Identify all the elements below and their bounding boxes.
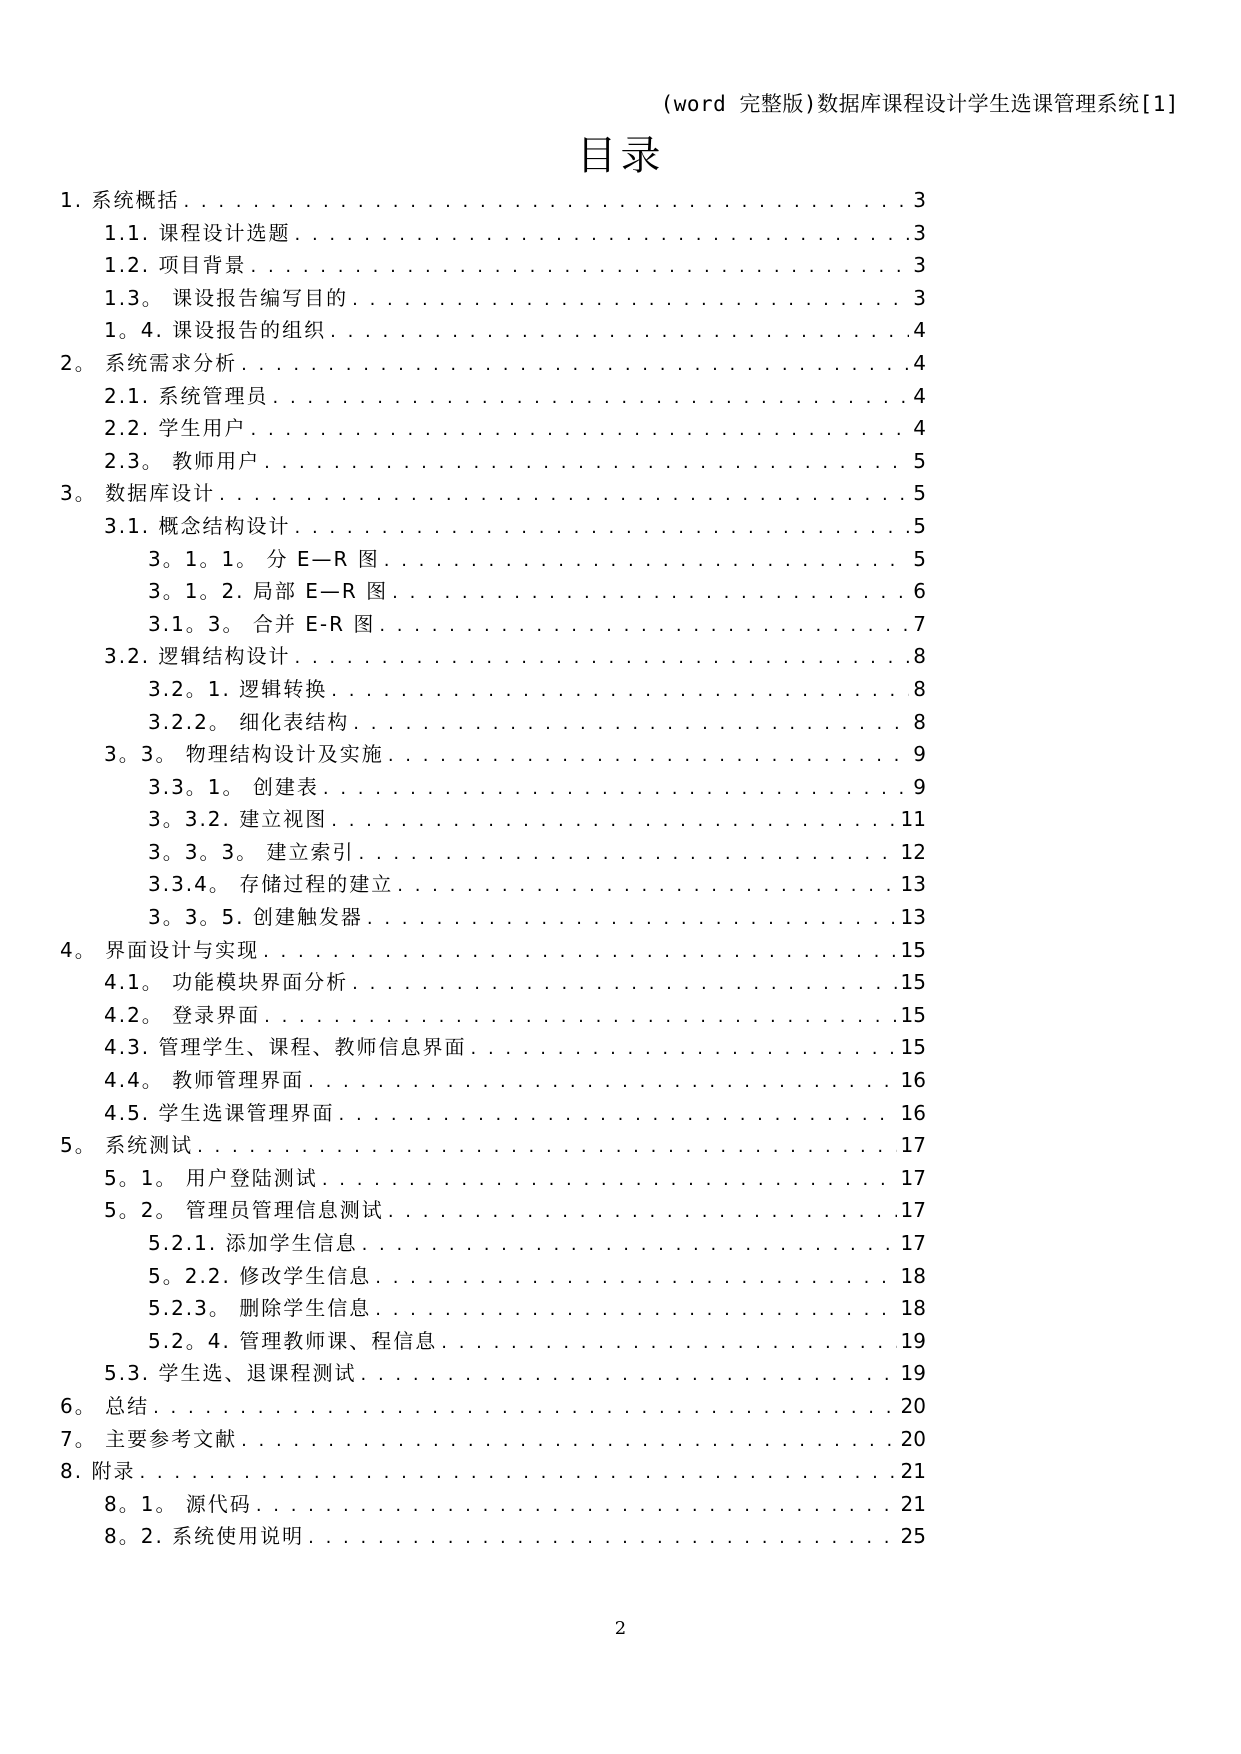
toc-entry[interactable] (60, 1488, 926, 1521)
toc-entry[interactable] (60, 868, 926, 901)
toc-entry-label: 1. 系统概括 (60, 188, 180, 212)
toc-dot-leader (359, 838, 897, 871)
toc-entry[interactable] (60, 282, 926, 315)
toc-entry-page: 8 (913, 676, 926, 701)
toc-entry-page: 8 (913, 644, 926, 669)
toc-entry-label: 4.5. 学生选课管理界面 (104, 1100, 335, 1125)
toc-dot-leader (375, 1294, 896, 1327)
toc-entry-page: 9 (913, 774, 926, 799)
toc-dot-leader (241, 349, 909, 382)
toc-dot-leader (352, 284, 909, 317)
toc-entry[interactable] (60, 510, 926, 543)
toc-dot-leader (384, 545, 909, 578)
toc-dot-leader (308, 1522, 896, 1555)
toc-dot-leader (367, 903, 897, 936)
toc-entry-page: 4 (913, 383, 926, 408)
toc-entry-label: 1.1. 课程设计选题 (104, 220, 291, 245)
toc-entry[interactable] (60, 934, 926, 967)
toc-dot-leader (361, 1359, 897, 1392)
toc-entry-label: 3。3。5. 创建触发器 (148, 905, 363, 930)
toc-entry-page: 15 (900, 1002, 926, 1027)
toc-entry[interactable] (60, 901, 926, 934)
toc-entry[interactable] (60, 608, 926, 641)
toc-entry-page: 17 (900, 1198, 926, 1223)
toc-entry[interactable] (60, 1097, 926, 1130)
toc-entry-page: 15 (900, 1035, 926, 1060)
toc-dot-leader (153, 1392, 896, 1425)
toc-entry[interactable] (60, 640, 926, 673)
toc-entry-page: 13 (900, 872, 926, 897)
toc-entry-page: 7 (913, 611, 926, 636)
toc-entry-label: 2.3。 教师用户 (104, 448, 261, 473)
toc-entry[interactable] (60, 706, 926, 739)
toc-entry[interactable] (60, 738, 926, 771)
toc-entry-label: 4.4。 教师管理界面 (104, 1068, 305, 1093)
toc-dot-leader (295, 642, 910, 675)
toc-entry-page: 15 (900, 937, 926, 962)
toc-dot-leader (263, 936, 896, 969)
toc-entry-page: 3 (913, 220, 926, 245)
toc-entry-label: 1.3。 课设报告编写目的 (104, 285, 349, 310)
toc-entry-label: 5。1。 用户登陆测试 (104, 1165, 318, 1190)
toc-dot-leader (256, 1490, 897, 1523)
toc-entry-page: 18 (900, 1263, 926, 1288)
toc-entry-label: 4.3. 管理学生、课程、教师信息界面 (104, 1035, 467, 1060)
toc-entry[interactable] (60, 1390, 926, 1423)
toc-entry[interactable] (60, 445, 926, 478)
toc-entry[interactable] (60, 1194, 926, 1227)
toc-dot-leader (241, 1425, 896, 1458)
toc-dot-leader (323, 773, 909, 806)
toc-entry-label: 5。 系统测试 (60, 1133, 194, 1158)
toc-entry-page: 3 (913, 285, 926, 310)
toc-entry-page: 16 (900, 1068, 926, 1093)
toc-entry-label: 3.2. 逻辑结构设计 (104, 644, 291, 669)
toc-entry-page: 13 (900, 905, 926, 930)
toc-entry-page: 9 (913, 742, 926, 767)
toc-entry-label: 6。 总结 (60, 1393, 150, 1418)
toc-entry-label: 5.2.1. 添加学生信息 (148, 1231, 358, 1255)
toc-dot-leader (251, 251, 910, 284)
toc-entry-label: 3。3.2. 建立视图 (148, 807, 328, 832)
toc-entry-page: 19 (900, 1361, 926, 1386)
toc-entry[interactable] (60, 1520, 926, 1553)
toc-entry-label: 3。1。1。 分 E—R 图 (148, 546, 380, 571)
toc-entry-page: 4 (913, 416, 926, 441)
toc-entry-label: 2.2. 学生用户 (104, 416, 247, 441)
toc-entry-page: 19 (900, 1328, 926, 1353)
toc-entry-page: 5 (913, 513, 926, 538)
toc-dot-leader (295, 512, 910, 545)
toc-dot-leader (273, 382, 910, 415)
toc-dot-leader (322, 1164, 897, 1197)
toc-entry[interactable] (60, 1162, 926, 1195)
toc-entry-page: 20 (900, 1393, 926, 1418)
toc-entry[interactable] (60, 477, 926, 510)
toc-dot-leader (264, 1001, 896, 1034)
toc-entry-page: 18 (900, 1296, 926, 1321)
toc-entry-label: 2。 系统需求分析 (60, 350, 238, 375)
toc-dot-leader (379, 610, 909, 643)
toc-entry-page: 4 (913, 350, 926, 375)
toc-entry[interactable] (60, 803, 926, 836)
toc-dot-leader (295, 219, 910, 252)
toc-dot-leader (139, 1457, 896, 1490)
toc-entry[interactable] (60, 314, 926, 347)
toc-entry-label: 8。2. 系统使用说明 (104, 1524, 305, 1549)
toc-entry-page: 3 (913, 188, 926, 212)
toc-entry-page: 21 (900, 1459, 926, 1484)
toc-entry-page: 25 (900, 1524, 926, 1549)
page-number: 2 (614, 1618, 627, 1639)
toc-entry[interactable] (60, 1129, 926, 1162)
toc-entry[interactable] (60, 347, 926, 380)
toc-entry-label: 4.1。 功能模块界面分析 (104, 970, 349, 995)
toc-entry-label: 2.1. 系统管理员 (104, 383, 269, 408)
toc-entry[interactable] (60, 1357, 926, 1390)
toc-entry[interactable] (60, 1227, 926, 1260)
toc-entry[interactable] (60, 575, 926, 608)
toc-entry-page: 16 (900, 1100, 926, 1125)
toc-entry-label: 5。2。 管理员管理信息测试 (104, 1198, 384, 1223)
toc-title: 目录 (576, 133, 665, 179)
toc-entry-label: 4。 界面设计与实现 (60, 937, 260, 962)
toc-entry[interactable] (60, 412, 926, 445)
toc-dot-leader (331, 675, 909, 708)
toc-dot-leader (441, 1327, 896, 1360)
toc-entry-label: 1。4. 课设报告的组织 (104, 318, 327, 343)
toc-entry[interactable] (60, 217, 926, 250)
toc-entry-label: 5.2。4. 管理教师课、程信息 (148, 1328, 438, 1353)
toc-entry-label: 7。 主要参考文献 (60, 1426, 238, 1451)
toc-entry-label: 3.2。1. 逻辑转换 (148, 676, 328, 701)
toc-entry-label: 3.2.2。 细化表结构 (148, 709, 350, 734)
toc-entry-page: 17 (900, 1165, 926, 1190)
toc-entry-page: 17 (900, 1231, 926, 1255)
toc-dot-leader (352, 968, 896, 1001)
toc-entry-page: 5 (913, 448, 926, 473)
toc-entry-page: 8 (913, 709, 926, 734)
toc-entry[interactable] (60, 673, 926, 706)
toc-entry[interactable] (60, 771, 926, 804)
toc-entry[interactable] (60, 1325, 926, 1358)
toc-entry-label: 8。1。 源代码 (104, 1491, 252, 1516)
toc-dot-leader (388, 740, 909, 773)
toc-entry-label: 1.2. 项目背景 (104, 253, 247, 278)
toc-dot-leader (219, 479, 909, 512)
toc-entry-page: 15 (900, 970, 926, 995)
toc-entry-label: 3.1. 概念结构设计 (104, 513, 291, 538)
toc-entry-label: 5.2.3。 删除学生信息 (148, 1296, 372, 1321)
toc-entry[interactable] (60, 184, 926, 217)
toc-dot-leader (353, 708, 909, 741)
toc-entry-label: 5.3. 学生选、退课程测试 (104, 1361, 357, 1386)
toc-entry[interactable] (60, 1064, 926, 1097)
toc-entry-label: 3。1。2. 局部 E—R 图 (148, 579, 389, 604)
toc-dot-leader (331, 805, 896, 838)
toc-entry-page: 5 (913, 546, 926, 571)
toc-entry-label: 3.3。1。 创建表 (148, 774, 319, 799)
toc-entry-page: 3 (913, 253, 926, 278)
toc-dot-leader (392, 577, 909, 610)
toc-entry[interactable] (60, 1423, 926, 1456)
toc-entry-label: 4.2。 登录界面 (104, 1002, 261, 1027)
toc-entry[interactable] (60, 1260, 926, 1293)
toc-entry-page: 12 (900, 839, 926, 864)
toc-dot-leader (375, 1262, 896, 1295)
toc-entry[interactable] (60, 1292, 926, 1325)
toc-entry[interactable] (60, 966, 926, 999)
toc-entry-label: 5。2.2. 修改学生信息 (148, 1263, 372, 1288)
toc-dot-leader (264, 447, 909, 480)
toc-entry-page: 11 (900, 807, 926, 832)
toc-entry[interactable] (60, 836, 926, 869)
toc-entry[interactable] (60, 380, 926, 413)
toc-entry[interactable] (60, 249, 926, 282)
toc-dot-leader (397, 870, 896, 903)
running-header: (word 完整版)数据库课程设计学生选课管理系统[1] (660, 92, 1179, 116)
toc-entry-label: 3。 数据库设计 (60, 481, 216, 506)
toc-entry-page: 17 (900, 1133, 926, 1158)
toc-entry[interactable] (60, 543, 926, 576)
toc-entry[interactable] (60, 1455, 926, 1488)
toc-dot-leader (197, 1131, 896, 1164)
toc-entry-page: 21 (900, 1491, 926, 1516)
toc-entry-label: 3。3。3。 建立索引 (148, 839, 355, 864)
toc-entry-label: 3.3.4。 存储过程的建立 (148, 872, 394, 897)
toc-entry-page: 4 (913, 318, 926, 343)
toc-dot-leader (388, 1196, 897, 1229)
toc-list (60, 184, 926, 1553)
toc-dot-leader (183, 186, 909, 219)
toc-entry-page: 5 (913, 481, 926, 506)
toc-entry-label: 3.1。3。 合并 E-R 图 (148, 611, 376, 636)
toc-entry[interactable] (60, 1031, 926, 1064)
toc-dot-leader (251, 414, 910, 447)
toc-entry-label: 3。3。 物理结构设计及实施 (104, 742, 384, 767)
toc-dot-leader (471, 1033, 897, 1066)
toc-dot-leader (362, 1229, 897, 1262)
toc-dot-leader (308, 1066, 896, 1099)
toc-entry[interactable] (60, 999, 926, 1032)
toc-entry-page: 20 (900, 1426, 926, 1451)
toc-entry-page: 6 (913, 579, 926, 604)
toc-dot-leader (339, 1099, 897, 1132)
toc-dot-leader (330, 316, 909, 349)
toc-entry-label: 8. 附录 (60, 1459, 136, 1484)
